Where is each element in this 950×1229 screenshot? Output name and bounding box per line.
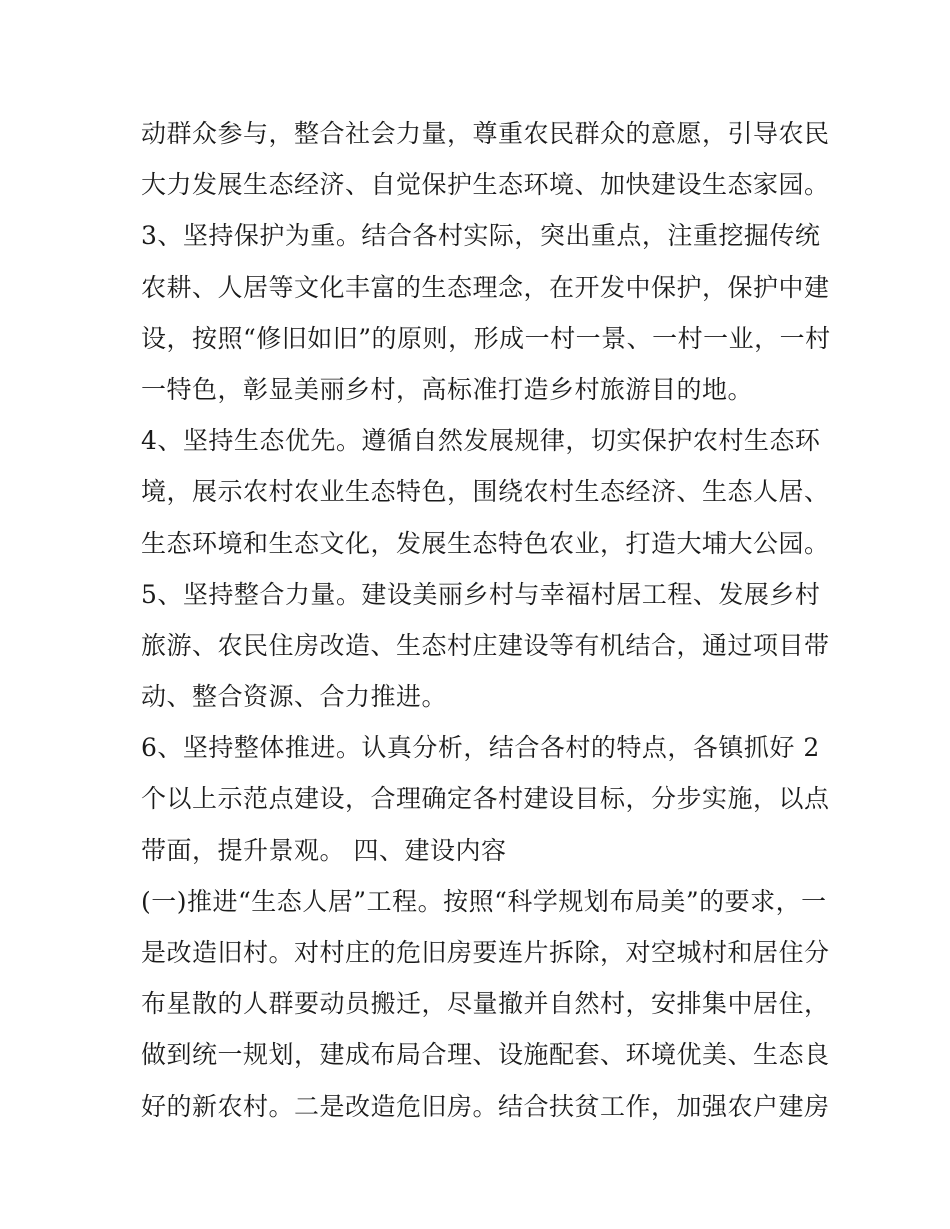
text-line: 生态环境和生态文化，发展生态特色农业，打造大埔大公园。 — [141, 528, 830, 558]
text-line: 3、坚持保护为重。结合各村实际，突出重点，注重挖掘传统 — [141, 221, 821, 251]
text-line: (一)推进“生态人居”工程。按照“科学规划布局美”的要求，一 — [141, 886, 827, 916]
text-line: 好的新农村。二是改造危旧房。结合扶贫工作，加强农户建房 — [141, 1091, 830, 1121]
text-line: 设，按照“修旧如旧”的原则，形成一村一景、一村一业，一村 — [141, 323, 831, 353]
text-line: 动、整合资源、合力推进。 — [141, 682, 448, 712]
text-line: 5、坚持整合力量。建设美丽乡村与幸福村居工程、发展乡村 — [141, 579, 821, 609]
text-line: 大力发展生态经济、自觉保护生态环境、加快建设生态家园。 — [141, 170, 830, 200]
text-line: 是改造旧村。对村庄的危旧房要连片拆除，对空城村和居住分 — [141, 938, 830, 967]
text-line: 布星散的人群要动员搬迁，尽量撤并自然村，安排集中居住， — [141, 989, 830, 1019]
text-line: 境，展示农村农业生态特色，围绕农村生态经济、生态人居、 — [141, 477, 830, 507]
text-line: 4、坚持生态优先。遵循自然发展规律，切实保护农村生态环 — [141, 426, 821, 456]
document-body — [141, 108, 831, 1132]
text-line: 带面，提升景观。 四、建设内容 — [141, 835, 507, 865]
text-line: 旅游、农民住房改造、生态村庄建设等有机结合，通过项目带 — [141, 630, 830, 660]
text-line: 动群众参与，整合社会力量，尊重农民群众的意愿，引导农民 — [141, 119, 830, 148]
text-line: 农耕、人居等文化丰富的生态理念，在开发中保护，保护中建 — [141, 272, 830, 302]
text-line: 一特色，彰显美丽乡村，高标准打造乡村旅游目的地。 — [141, 374, 754, 404]
text-line: 做到统一规划，建成布局合理、设施配套、环境优美、生态良 — [141, 1040, 830, 1070]
text-line: 6、坚持整体推进。认真分析，结合各村的特点，各镇抓好 2 — [141, 733, 820, 763]
text-line: 个以上示范点建设，合理确定各村建设目标，分步实施，以点 — [141, 784, 830, 814]
